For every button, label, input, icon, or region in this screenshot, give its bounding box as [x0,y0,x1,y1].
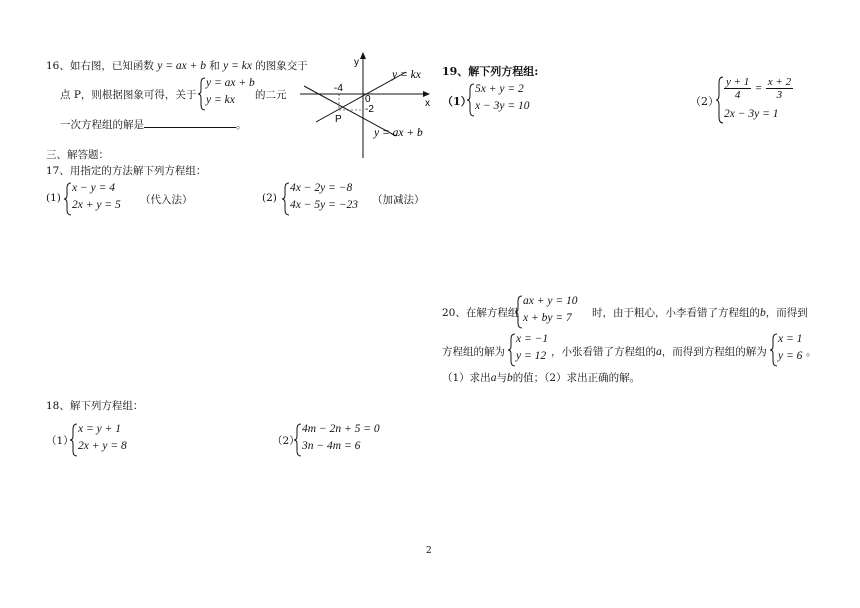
x-tick-label: -4 [334,83,343,94]
equals-sign: = [754,82,763,95]
q20-line1-pre: 20、在解方程组 [442,307,519,319]
q20-var-a: a [656,346,662,358]
q16-line3-text: 一次方程组的解是 [60,119,144,131]
q19-p1-eq1: 5x + y = 2 [475,83,524,95]
q16-graph [298,50,438,162]
q19-p2-frac2 [766,76,793,101]
q19-p1-eq2: x − 3y = 10 [475,100,530,112]
q17-p1-eq2: 2x + y = 5 [72,199,121,211]
brace-icon [467,83,475,117]
frac1-denominator: 4 [734,89,741,101]
y-axis-arrow-icon [360,52,366,59]
section-title: 三、解答题： [46,149,109,161]
frac2-numerator: x + 2 [767,76,792,88]
q16-sys-eq2: y = kx [206,94,235,106]
q16-func1: y = ax + b [157,60,206,72]
q20-line2-mid2: ，而得到方程组的解为 [661,346,767,358]
q18-p2-system [294,423,394,457]
q18-p1-eq1: x = y + 1 [78,423,121,435]
q18-p1-system [70,423,150,457]
q17-p1-eq1: x − y = 4 [72,182,115,194]
q17-p2-method: （加减法） [372,194,425,206]
q19-title: 19、解下列方程组: [442,65,539,78]
q16-system [198,77,258,111]
q20-var-b: b [760,307,766,319]
brace-icon [770,333,778,367]
brace-icon [282,182,290,216]
q20-s2-eq2: y = 6 [778,350,803,362]
answer-blank[interactable] [144,117,236,128]
q20-s2-eq1: x = 1 [778,333,803,345]
x-axis-arrow-icon [423,91,430,97]
q17-p1-system [64,182,144,216]
q20-s1-eq1: x = −1 [516,333,549,345]
q16-line3-end: 。 [236,119,247,131]
q16-line3 [60,117,247,132]
q19-p1-label: （1） [442,95,472,108]
brace-icon [294,423,302,457]
x-axis-label: x [425,98,430,109]
q16-text: 16、如右图，已知函数 [46,60,154,72]
q18-p2-eq1: 4m − 2n + 5 = 0 [302,423,380,435]
brace-icon [508,333,516,367]
q17-p1-method: （代入法） [140,194,193,206]
q19-p2-frac1 [724,76,751,101]
label-axb: y = ax + b [374,127,423,139]
q16-line2-pre: 点 P，则根据图象可得，关于 [60,89,197,101]
q17-title: 17、用指定的方法解下列方程组： [46,165,207,177]
q20-system [515,295,595,329]
q19-p1-system [467,83,547,117]
q20-line1-post: ，而得到 [765,307,808,319]
q20-line3-pre: （1）求出 [442,372,491,384]
q17-p2-system [282,182,372,216]
q17-p2-label: (2) [262,192,277,204]
q20-line1-rest [592,305,808,320]
q20-line3-a: a [490,372,497,384]
origin-label: 0 [365,94,371,105]
q16-line2-post: 的二元 [255,89,287,101]
q20-sys-eq1: ax + y = 10 [523,295,578,307]
q18-p2-label: （2） [272,435,300,447]
q18-title: 18、解下列方程组： [46,400,144,412]
q17-p2-eq1: 4x − 2y = −8 [290,182,353,194]
q20-line1-mid: 时，由于粗心，小李看错了方程组的 [592,307,760,319]
q19-p2-eq2: 2x − 3y = 1 [724,108,779,120]
page-number: 2 [426,546,432,556]
q20-s1-eq2: y = 12 [516,350,547,362]
q18-p1-label: （1） [46,435,74,447]
q16-sys-eq1: y = ax + b [206,77,255,89]
frac2-denominator: 3 [776,89,783,101]
brace-icon [716,76,724,124]
brace-icon [70,423,78,457]
q20-sys-eq2: x + by = 7 [523,312,572,324]
q20-line2-pre: 方程组的解为 [442,346,505,358]
q20-line3-and: 与 [496,372,507,384]
brace-icon [198,77,206,111]
q18-p2-eq2: 3n − 4m = 6 [302,440,361,452]
q20-line2-post: 。 [806,346,817,358]
q16-text-post: 的图象交于 [255,60,308,72]
q16-line1 [46,58,308,73]
q20-line2-mid [551,344,767,359]
frac1-numerator: y + 1 [726,76,750,88]
brace-icon [64,182,72,216]
q17-p1-label: (1) [46,192,61,204]
q19-p2-eq1 [724,76,793,101]
q18-p1-eq2: 2x + y = 8 [78,440,127,452]
y-tick-label: -2 [365,104,374,115]
q16-func2: y = kx [223,60,252,72]
q20-line3 [442,370,640,385]
y-axis-label: y [354,57,359,68]
q20-line3-post: 的值；（2）求出正确的解。 [512,372,641,384]
q20-line2-mid-text: ，小张看错了方程组的 [551,346,656,358]
q19-p2-system [716,76,796,124]
point-p-label: P [335,114,342,125]
q17-p2-eq2: 4x − 5y = −23 [290,199,358,211]
brace-icon [515,295,523,329]
q16-text-and: 和 [209,60,220,72]
label-kx: y = kx [392,69,421,81]
q19-p2-label: （2） [690,95,719,108]
q20-line3-b: b [506,372,513,384]
